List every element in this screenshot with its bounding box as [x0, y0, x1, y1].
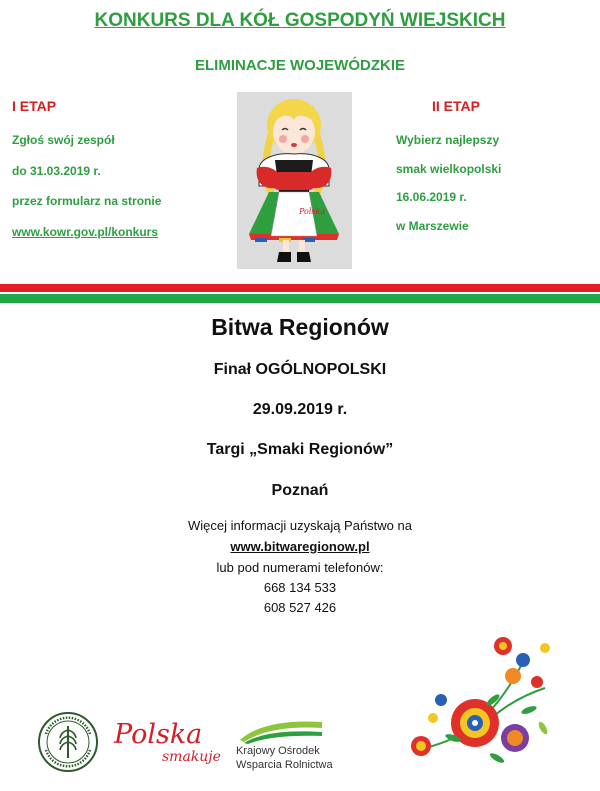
info-text: Więcej informacji uzyskają Państwo na	[188, 518, 412, 533]
final-stage: Finał OGÓLNOPOLSKI	[213, 361, 387, 378]
polska-smakuje-logo	[114, 719, 224, 771]
stage-2-location: w Marszewie	[396, 219, 469, 233]
stage-2-line: Wybierz najlepszy	[396, 133, 500, 147]
phone-number: 608 527 426	[263, 600, 337, 615]
mascot-apron-text: Polska	[299, 207, 326, 216]
page-title: KONKURS DLA KÓŁ GOSPODYŃ WIEJSKICH	[94, 10, 506, 31]
kowr-logo	[236, 716, 346, 776]
page-subtitle: ELIMINACJE WOJEWÓDZKIE	[194, 57, 405, 74]
kowr-logo-line: Wsparcia Rolnictwa	[236, 759, 333, 771]
stage-1-deadline: do 31.03.2019 r.	[12, 164, 101, 178]
stage-1-line: Zgłoś swój zespół	[12, 133, 115, 147]
stage-2-heading: II ETAP	[432, 98, 480, 114]
mascot-image	[237, 92, 352, 269]
kowr-logo-line: Krajowy Ośrodek	[236, 745, 320, 757]
final-venue: Targi „Smaki Regionów”	[206, 441, 394, 458]
event-name: Bitwa Regionów	[211, 314, 389, 340]
folk-flowers-decoration	[405, 618, 555, 783]
stage-1-link[interactable]: www.kowr.gov.pl/konkurs	[12, 225, 159, 239]
polska-logo-text: Polska	[114, 719, 203, 750]
phone-number: 668 134 533	[263, 580, 337, 595]
stage-1-heading: I ETAP	[12, 98, 57, 114]
stage-1-line: przez formularz na stronie	[12, 194, 162, 208]
info-url-link[interactable]: www.bitwaregionow.pl	[230, 539, 370, 554]
stage-2-line: smak wielkopolski	[396, 162, 502, 176]
final-date: 29.09.2019 r.	[252, 401, 348, 418]
stage-2-date: 16.06.2019 r.	[396, 190, 467, 204]
info-phone-intro: lub pod numerami telefonów:	[216, 560, 384, 575]
smakuje-logo-text: smakuje	[162, 749, 221, 765]
final-city: Poznań	[271, 482, 329, 499]
red-stripe	[0, 284, 600, 292]
ministry-seal-logo	[38, 712, 98, 777]
green-stripe	[0, 294, 600, 303]
